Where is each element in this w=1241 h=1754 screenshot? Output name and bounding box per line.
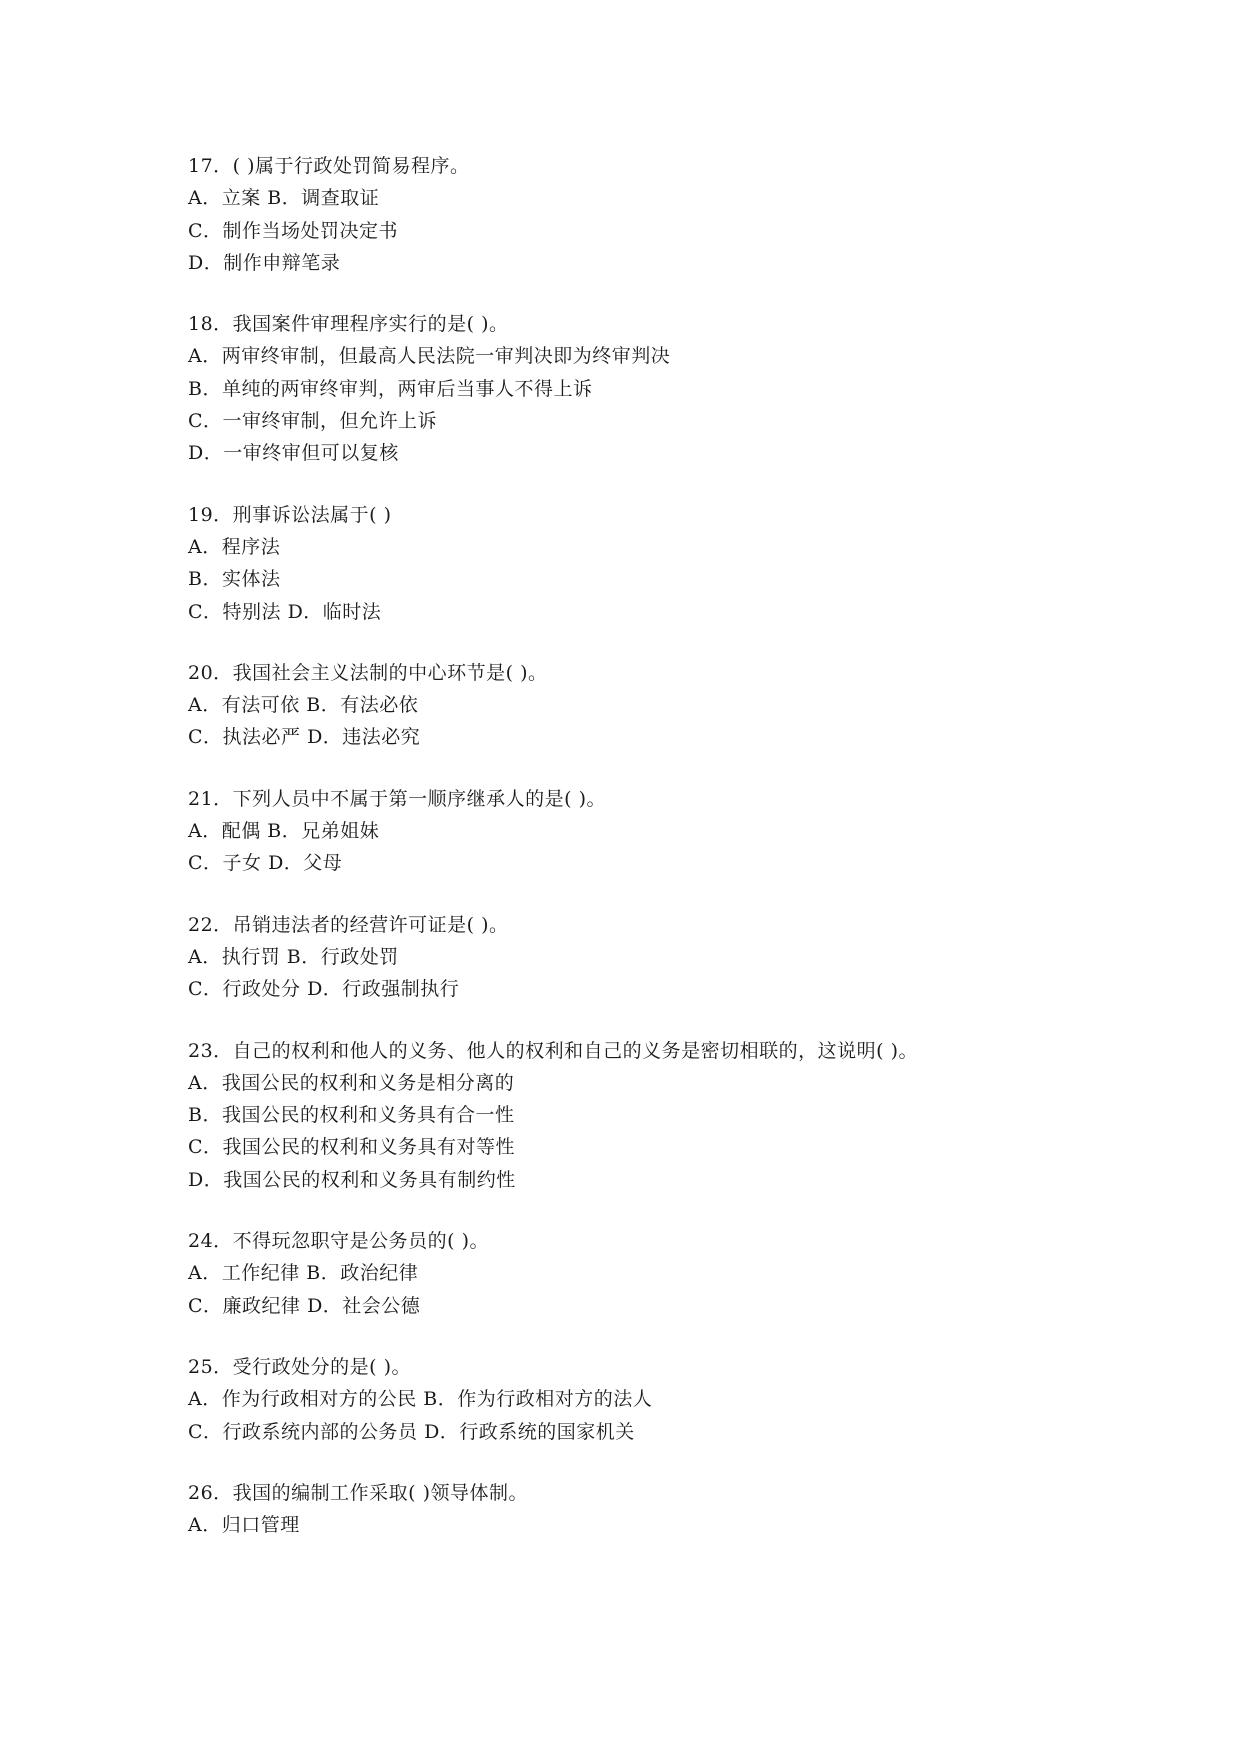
question-block bbox=[188, 1225, 1188, 1322]
answer-option: C．行政系统内部的公务员 D．行政系统的国家机关 bbox=[188, 1420, 635, 1443]
answer-option: A．有法可依 B．有法必依 bbox=[188, 694, 419, 717]
answer-option: D．一审终审但可以复核 bbox=[188, 442, 399, 465]
answer-option: D．我国公民的权利和义务具有制约性 bbox=[188, 1168, 516, 1191]
answer-option: C．行政处分 D．行政强制执行 bbox=[188, 978, 460, 1001]
question-block bbox=[188, 657, 1188, 754]
answer-option: C．一审终审制，但允许上诉 bbox=[188, 410, 438, 433]
answer-option: B．单纯的两审终审判，两审后当事人不得上诉 bbox=[188, 377, 593, 400]
answer-option: B．我国公民的权利和义务具有合一性 bbox=[188, 1104, 515, 1127]
question-stem: 25．受行政处分的是( )。 bbox=[188, 1355, 412, 1378]
question-stem: 17．( )属于行政处罚简易程序。 bbox=[188, 155, 470, 177]
question-block bbox=[188, 783, 1188, 880]
answer-option: A．我国公民的权利和义务是相分离的 bbox=[188, 1071, 515, 1094]
answer-option: C．子女 D．父母 bbox=[188, 852, 343, 875]
answer-option: C．执法必严 D．违法必究 bbox=[188, 726, 421, 749]
question-list bbox=[188, 150, 1188, 1541]
question-block bbox=[188, 150, 1188, 279]
answer-option: D．制作申辩笔录 bbox=[188, 251, 341, 274]
answer-option: A．归口管理 bbox=[188, 1514, 300, 1537]
question-block bbox=[188, 1351, 1188, 1448]
question-block bbox=[188, 1477, 1188, 1542]
answer-option: C．我国公民的权利和义务具有对等性 bbox=[188, 1136, 516, 1159]
question-stem: 22．吊销违法者的经营许可证是( )。 bbox=[188, 913, 509, 936]
question-stem: 21．下列人员中不属于第一顺序继承人的是( )。 bbox=[188, 787, 607, 810]
answer-option: A．立案 B．调查取证 bbox=[188, 187, 380, 210]
answer-option: A．配偶 B．兄弟姐妹 bbox=[188, 820, 380, 843]
document-page bbox=[188, 150, 1188, 1570]
question-stem: 19．刑事诉讼法属于( ) bbox=[188, 503, 392, 526]
answer-option: A．两审终审制，但最高人民法院一审判决即为终审判决 bbox=[188, 345, 671, 368]
answer-option: C．特别法 D．临时法 bbox=[188, 600, 382, 623]
question-stem: 20．我国社会主义法制的中心环节是( )。 bbox=[188, 661, 548, 684]
question-block bbox=[188, 909, 1188, 1006]
question-block bbox=[188, 499, 1188, 628]
answer-option: B．实体法 bbox=[188, 568, 281, 591]
answer-option: A．工作纪律 B．政治纪律 bbox=[188, 1262, 419, 1285]
question-stem: 26．我国的编制工作采取( )领导体制。 bbox=[188, 1481, 529, 1504]
answer-option: A．程序法 bbox=[188, 535, 281, 558]
question-stem: 24．不得玩忽职守是公务员的( )。 bbox=[188, 1230, 490, 1253]
answer-option: C．制作当场处罚决定书 bbox=[188, 219, 399, 242]
answer-option: A．执行罚 B．行政处罚 bbox=[188, 945, 399, 968]
answer-option: C．廉政纪律 D．社会公德 bbox=[188, 1294, 421, 1317]
question-block bbox=[188, 1035, 1188, 1196]
question-stem: 23．自己的权利和他人的义务、他人的权利和自己的义务是密切相联的，这说明( )。 bbox=[188, 1039, 919, 1062]
answer-option: A．作为行政相对方的公民 B．作为行政相对方的法人 bbox=[188, 1388, 653, 1411]
question-block bbox=[188, 308, 1188, 469]
question-stem: 18．我国案件审理程序实行的是( )。 bbox=[188, 313, 509, 336]
